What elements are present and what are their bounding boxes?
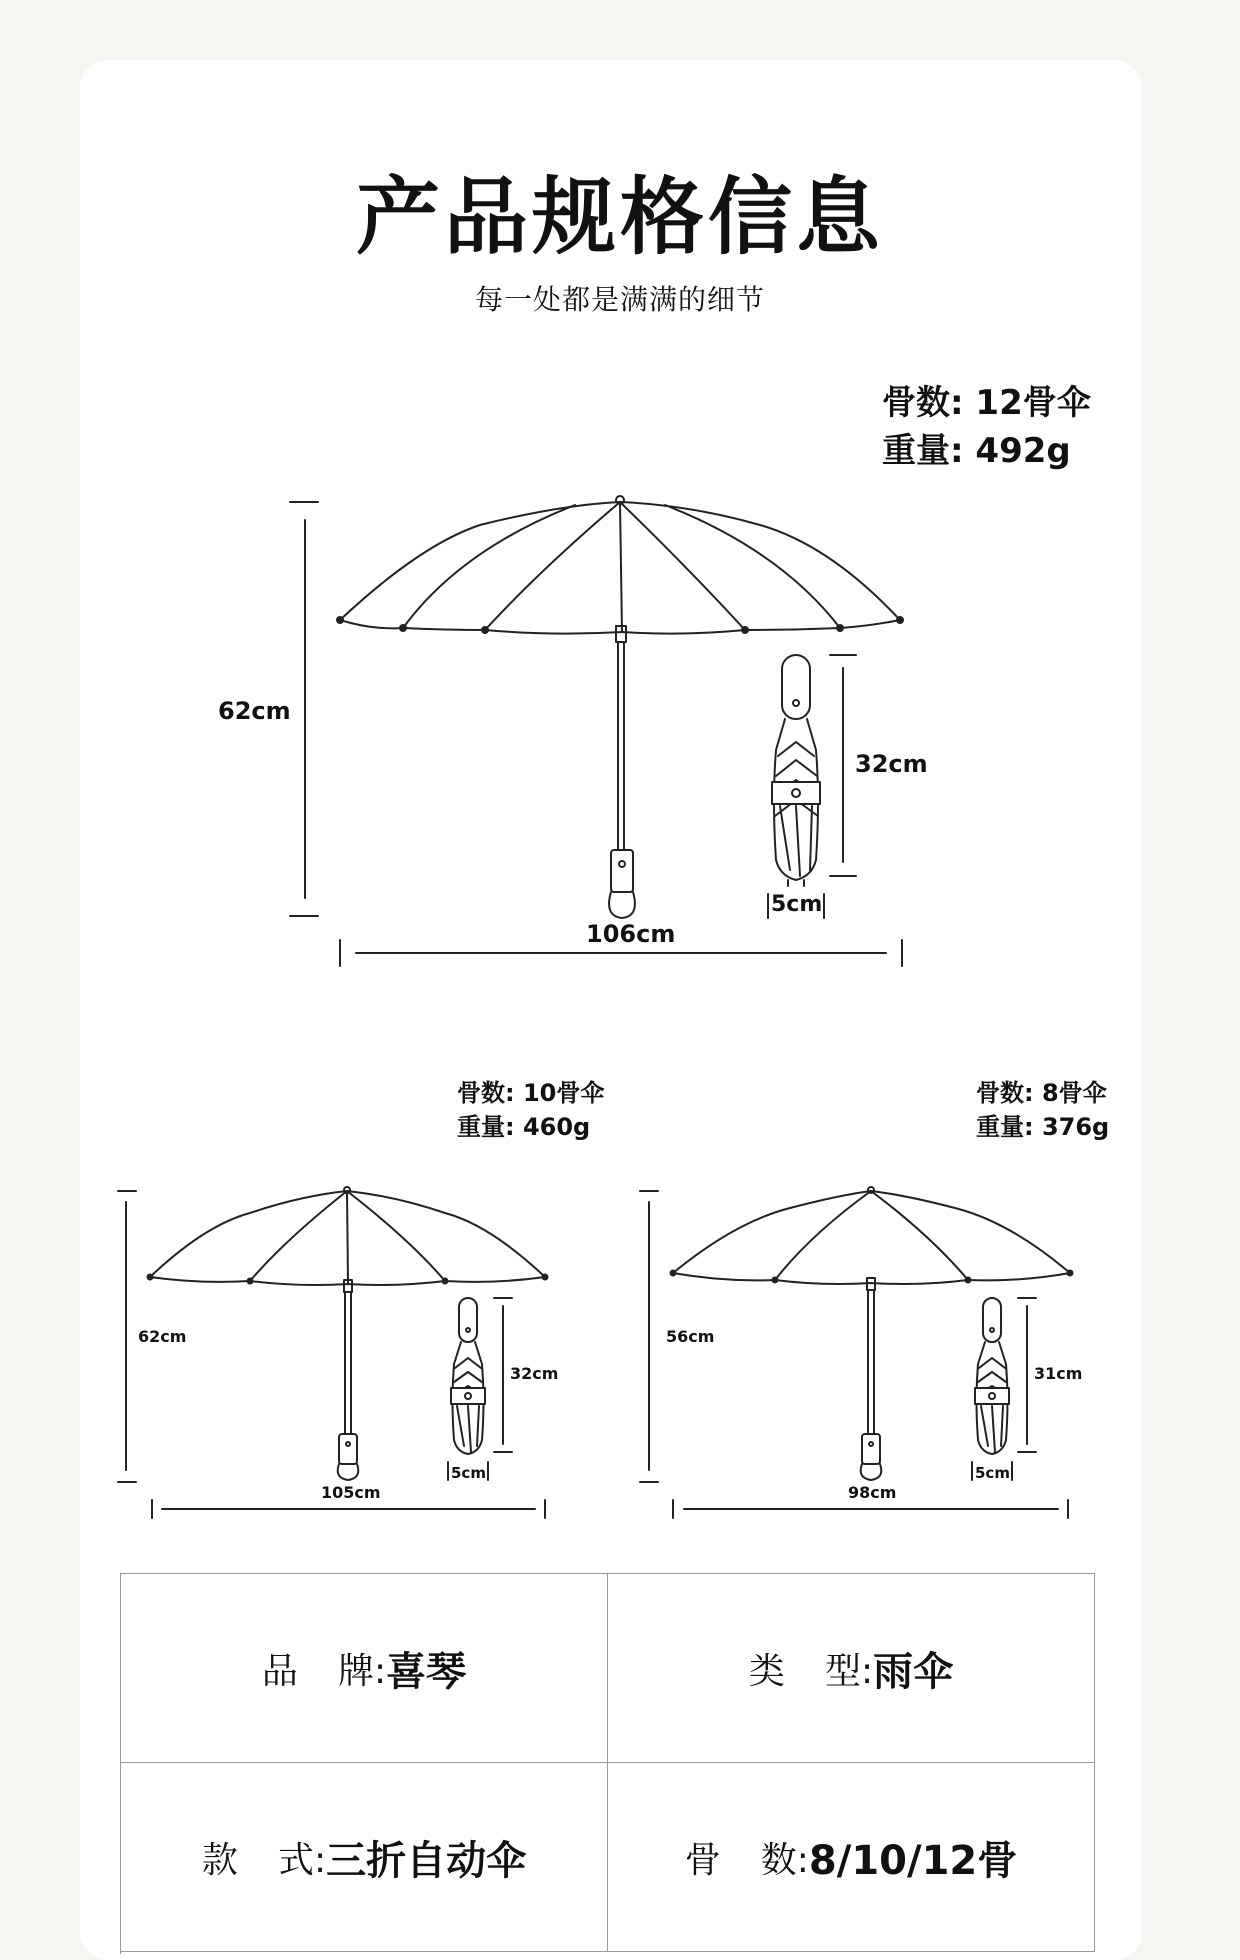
spec-ribs-value: 8/10/12骨	[808, 1837, 1018, 1884]
m3-width-line	[673, 1500, 1068, 1518]
m1-open-width: 106cm	[586, 920, 676, 948]
spec-cell-style	[121, 1763, 608, 1952]
spec-table	[120, 1573, 1095, 1954]
spec-cell-type	[608, 1574, 1095, 1763]
spec-type-key: 类 型:	[748, 1650, 874, 1692]
m2-open-width: 105cm	[321, 1483, 381, 1502]
m3-open-height: 56cm	[666, 1327, 715, 1346]
spec-ribs-key: 骨 数:	[684, 1839, 809, 1881]
m1-ribs-label: 骨数: 12骨伞	[882, 383, 1091, 423]
spec-brand-value: 喜琴	[386, 1648, 467, 1695]
spec-style-value: 三折自动伞	[326, 1837, 527, 1884]
m3-folded-umbrella	[975, 1298, 1009, 1454]
m2-open-height: 62cm	[138, 1327, 187, 1346]
m3-open-width: 98cm	[848, 1483, 897, 1502]
m3-height-line	[640, 1191, 658, 1482]
page-subtitle: 每一处都是满满的细节	[474, 283, 765, 316]
m2-height-line	[118, 1191, 136, 1482]
m1-folded-length-line	[830, 655, 856, 876]
m2-width-line	[152, 1500, 545, 1518]
m1-weight-label: 重量: 492g	[882, 430, 1071, 471]
m1-height-line	[290, 502, 318, 916]
m2-spec-block	[457, 1077, 604, 1144]
spec-cell-brand	[121, 1574, 608, 1763]
m3-ribs-label: 骨数: 8骨伞	[976, 1079, 1107, 1107]
m2-folded-width: 5cm	[451, 1464, 486, 1482]
open-umbrella-8-ribs	[671, 1187, 1073, 1480]
m3-spec-block	[976, 1077, 1109, 1144]
m1-open-height: 62cm	[218, 697, 291, 725]
m2-folded-umbrella	[451, 1298, 485, 1454]
m1-folded-length: 32cm	[855, 750, 928, 778]
m3-weight-label: 重量: 376g	[976, 1112, 1110, 1141]
page-title: 产品规格信息	[355, 168, 884, 266]
m2-folded-length: 32cm	[510, 1364, 559, 1383]
spec-style-key: 款 式:	[201, 1839, 327, 1881]
open-umbrella-12-ribs	[337, 496, 903, 918]
m2-ribs-label: 骨数: 10骨伞	[457, 1079, 605, 1107]
spec-cell-ribs	[608, 1763, 1095, 1952]
m1-folded-width: 5cm	[771, 892, 823, 917]
m2-weight-label: 重量: 460g	[457, 1112, 591, 1141]
spec-type-value: 雨伞	[873, 1648, 954, 1695]
m3-folded-width: 5cm	[975, 1464, 1010, 1482]
m3-folded-length: 31cm	[1034, 1364, 1083, 1383]
spec-brand-key: 品 牌:	[261, 1650, 387, 1692]
m1-folded-umbrella	[772, 655, 820, 886]
m1-spec-block	[882, 380, 1091, 475]
open-umbrella-10-ribs	[148, 1187, 548, 1480]
